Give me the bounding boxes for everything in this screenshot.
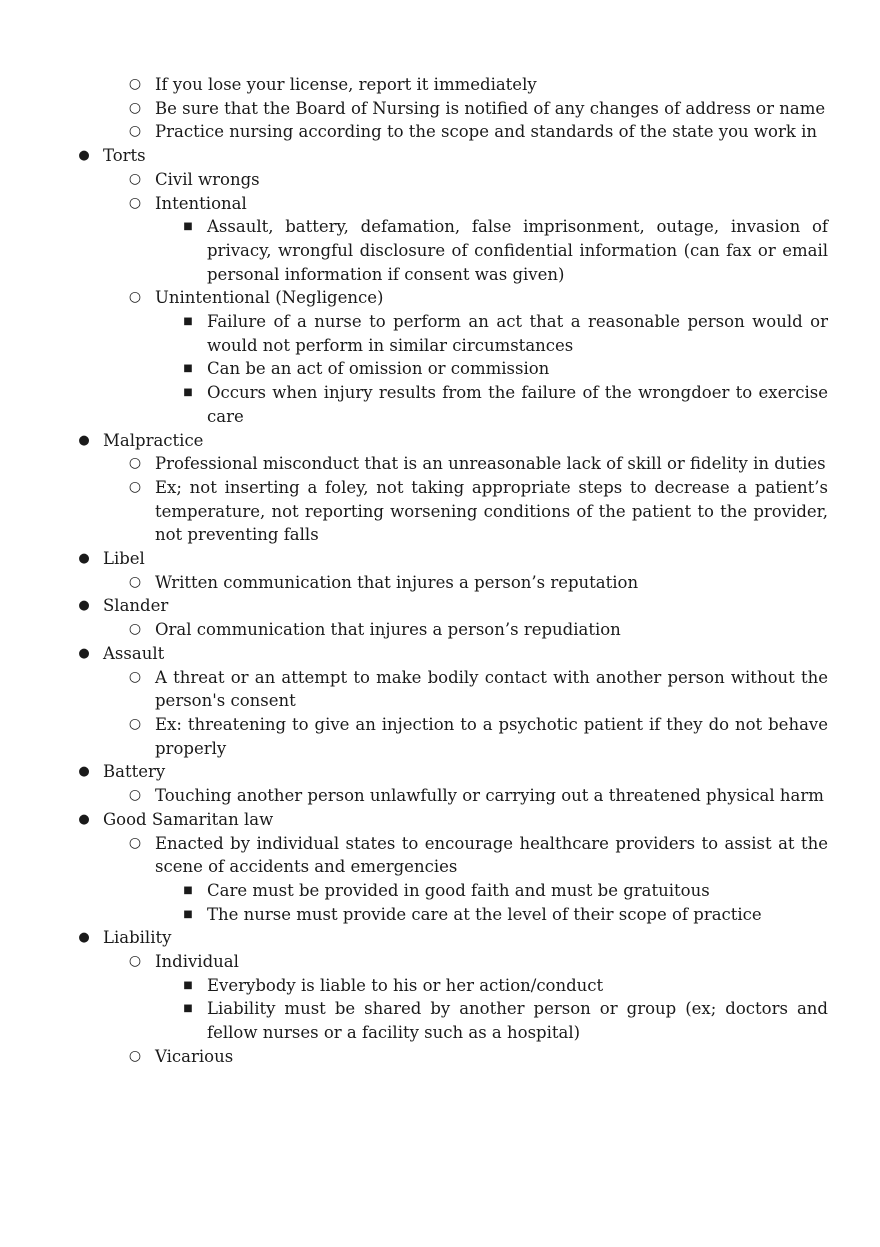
circle-bullet-icon: ○ xyxy=(128,170,142,187)
list-item-text: Ex: threatening to give an injection to a psychotic patient if they do not behave properly xyxy=(155,714,828,758)
list-item-text: If you lose your license, report it immediately xyxy=(155,75,537,94)
document-body xyxy=(0,73,880,1069)
list-item-text: Assault, battery, defamation, false imprisonment, outage, invasion of privacy, wrongful disclosure of confidential information (can fax or email personal information if consent was given) xyxy=(207,217,828,284)
list-item-level-1 xyxy=(0,808,880,832)
list-item-level-3 xyxy=(0,997,880,1044)
list-item-level-1 xyxy=(0,594,880,618)
circle-bullet-icon: ○ xyxy=(128,668,142,685)
list-item-text: Individual xyxy=(155,952,239,972)
list-item-text: Can be an act of omission or commission xyxy=(207,359,550,379)
list-item-text: Be sure that the Board of Nursing is notified of any changes of address or name xyxy=(155,98,826,118)
list-item-text: Care must be provided in good faith and must be gratuitous xyxy=(207,880,710,900)
circle-bullet-icon: ○ xyxy=(128,715,142,732)
square-bullet-icon: ■ xyxy=(183,884,193,896)
list-item-level-2 xyxy=(0,784,880,808)
list-item-level-3 xyxy=(0,879,880,903)
circle-bullet-icon: ○ xyxy=(128,834,142,851)
circle-bullet-icon: ○ xyxy=(128,1047,142,1064)
list-item-level-2 xyxy=(0,832,880,879)
list-item-level-2 xyxy=(0,571,880,595)
list-item-text: Written communication that injures a person’s reputation xyxy=(155,572,639,592)
list-item-text: Torts xyxy=(103,146,146,166)
list-item-text: Occurs when injury results from the failure of the wrongdoer to exercise care xyxy=(207,383,828,426)
square-bullet-icon: ■ xyxy=(183,221,193,233)
list-item-level-1 xyxy=(0,144,880,168)
circle-bullet-icon: ○ xyxy=(128,289,142,306)
square-bullet-icon: ■ xyxy=(183,1003,193,1015)
list-item-level-2 xyxy=(0,452,880,476)
list-item-text: Slander xyxy=(103,596,169,616)
list-item-level-3 xyxy=(0,974,880,998)
disc-bullet-icon: ● xyxy=(78,432,90,448)
disc-bullet-icon: ● xyxy=(78,930,90,946)
list-item-level-1 xyxy=(0,642,880,666)
list-item-text: Liability must be shared by another person or group (ex; doctors and fellow nurses or a facility such as a hospital) xyxy=(207,999,828,1043)
circle-bullet-icon: ○ xyxy=(128,953,142,970)
list-item-level-1 xyxy=(0,760,880,784)
disc-bullet-icon: ● xyxy=(78,645,90,661)
circle-bullet-icon: ○ xyxy=(128,99,142,116)
list-item-text: Assault xyxy=(103,643,165,663)
circle-bullet-icon: ○ xyxy=(128,787,142,804)
disc-bullet-icon: ● xyxy=(78,598,90,614)
list-item-text: Enacted by individual states to encourage healthcare providers to assist at the scene of accidents and emergencies xyxy=(155,833,828,877)
list-item-level-1 xyxy=(0,926,880,950)
list-item-text: Professional misconduct that is an unreasonable lack of skill or fidelity in duties xyxy=(155,454,826,474)
list-item-text: Liability xyxy=(103,928,172,948)
list-item-text: Practice nursing according to the scope and standards of the state you work in xyxy=(155,122,817,142)
list-item-level-1 xyxy=(0,547,880,571)
list-item-text: Good Samaritan law xyxy=(103,809,274,829)
list-item-level-2 xyxy=(0,97,880,121)
list-item-level-3 xyxy=(0,357,880,381)
list-item-text: Battery xyxy=(103,762,166,782)
list-item-level-2 xyxy=(0,286,880,310)
disc-bullet-icon: ● xyxy=(78,551,90,567)
list-item-level-2 xyxy=(0,950,880,974)
list-item-text: Touching another person unlawfully or carrying out a threatened physical harm xyxy=(155,786,824,806)
circle-bullet-icon: ○ xyxy=(128,621,142,638)
list-item-text: Civil wrongs xyxy=(155,169,260,189)
list-item-level-3 xyxy=(0,215,880,286)
circle-bullet-icon: ○ xyxy=(128,76,142,92)
list-item-level-2 xyxy=(0,73,880,97)
circle-bullet-icon: ○ xyxy=(128,455,142,472)
circle-bullet-icon: ○ xyxy=(128,123,142,140)
list-item-text: Intentional xyxy=(155,193,247,213)
list-item-level-3 xyxy=(0,903,880,927)
square-bullet-icon: ■ xyxy=(183,979,193,991)
list-item-level-3 xyxy=(0,381,880,428)
list-item-level-2 xyxy=(0,666,880,713)
list-item-text: Oral communication that injures a person’s repudiation xyxy=(155,620,621,640)
list-item-level-2 xyxy=(0,713,880,760)
list-item-level-2 xyxy=(0,192,880,216)
list-item-text: Unintentional (Negligence) xyxy=(155,288,384,308)
list-item-level-2 xyxy=(0,168,880,192)
square-bullet-icon: ■ xyxy=(183,363,193,375)
list-item-text: Libel xyxy=(103,549,145,569)
disc-bullet-icon: ● xyxy=(78,148,90,164)
list-item-text: Vicarious xyxy=(155,1046,234,1066)
list-item-level-3 xyxy=(0,310,880,357)
list-item-text: A threat or an attempt to make bodily contact with another person without the person's consent xyxy=(155,667,828,711)
square-bullet-icon: ■ xyxy=(183,316,193,328)
disc-bullet-icon: ● xyxy=(78,764,90,780)
list-item-level-2 xyxy=(0,120,880,144)
list-item-text: The nurse must provide care at the level of their scope of practice xyxy=(207,904,762,924)
list-item-level-2 xyxy=(0,1045,880,1069)
list-item-text: Failure of a nurse to perform an act that a reasonable person would or would not perform in similar circumstances xyxy=(207,312,828,355)
circle-bullet-icon: ○ xyxy=(128,478,142,495)
list-item-text: Malpractice xyxy=(103,430,204,450)
list-item-level-2 xyxy=(0,476,880,547)
square-bullet-icon: ■ xyxy=(183,387,193,399)
list-item-level-1 xyxy=(0,429,880,453)
square-bullet-icon: ■ xyxy=(183,908,193,920)
circle-bullet-icon: ○ xyxy=(128,194,142,211)
list-item-text: Ex; not inserting a foley, not taking appropriate steps to decrease a patient’s temperature, not reporting worsening conditions of the patient to the provider, not preventing falls xyxy=(155,477,828,545)
list-item-level-2 xyxy=(0,618,880,642)
disc-bullet-icon: ● xyxy=(78,811,90,827)
circle-bullet-icon: ○ xyxy=(128,573,142,590)
list-item-text: Everybody is liable to his or her action/conduct xyxy=(207,975,604,995)
